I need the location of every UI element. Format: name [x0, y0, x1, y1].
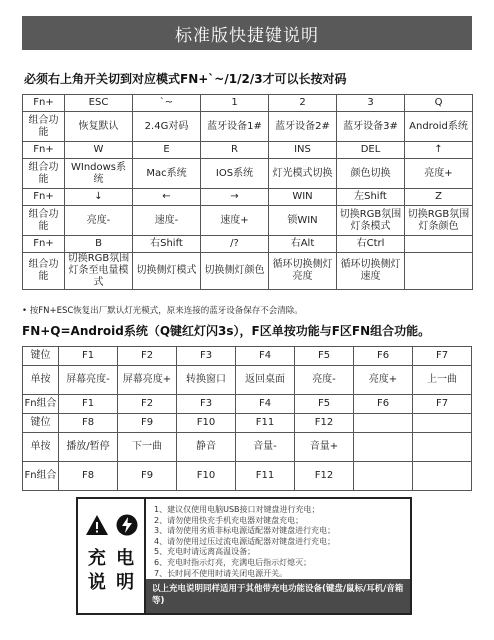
table-cell: /?	[201, 236, 269, 253]
table-cell: 播放/暂停	[59, 433, 118, 462]
table-cell: 屏幕亮度+	[118, 366, 177, 395]
table-cell: F8	[59, 462, 118, 491]
table-cell: F8	[59, 414, 118, 433]
table-cell: ↑	[405, 142, 473, 159]
table-row	[23, 366, 472, 395]
table-cell: B	[65, 236, 133, 253]
row-header-cell: 组合功能	[23, 253, 65, 290]
table-cell: →	[201, 189, 269, 206]
table-cell: `~	[133, 95, 201, 112]
row-header-cell: Fn组合	[23, 395, 59, 414]
charging-instructions	[76, 497, 412, 615]
warning-icon	[85, 513, 109, 537]
shortcut-table	[22, 94, 473, 290]
row-header-cell: 组合功能	[23, 112, 65, 142]
table-cell: WIN	[269, 189, 337, 206]
table-cell: F3	[177, 347, 236, 366]
table-cell: 屏幕亮度-	[59, 366, 118, 395]
table-cell: F2	[118, 347, 177, 366]
table-row	[23, 142, 473, 159]
table-row	[23, 159, 473, 189]
table-cell	[354, 414, 413, 433]
table-cell: F4	[236, 395, 295, 414]
table-cell: F5	[295, 395, 354, 414]
pairing-instruction: 必须右上角开关切到对应模式FN+`~/1/2/3才可以长按对码	[24, 72, 347, 86]
table-row	[23, 414, 472, 433]
table-cell: 音量+	[295, 433, 354, 462]
table-cell: W	[65, 142, 133, 159]
reset-note: • 按FN+ESC恢复出厂默认灯光模式，原来连接的蓝牙设备保存不会清除。	[22, 306, 303, 316]
table-cell: 切换侧灯颜色	[201, 253, 269, 290]
table-cell: F11	[236, 414, 295, 433]
table-cell: ESC	[65, 95, 133, 112]
table-cell: F9	[118, 414, 177, 433]
table-cell: 亮度-	[65, 206, 133, 236]
table-cell: 右Alt	[269, 236, 337, 253]
list-item: 4、请勿使用过压过流电源适配器对键盘进行充电；	[154, 536, 336, 546]
table-cell: F10	[177, 462, 236, 491]
table-cell: Android系统	[405, 112, 473, 142]
table-cell: 静音	[177, 433, 236, 462]
charging-footer: 以上充电说明同样适用于其他带充电功能设备(键盘/鼠标/耳机/音箱等)	[146, 579, 410, 613]
table-cell: 亮度+	[354, 366, 413, 395]
list-item: 2、请勿使用快充手机充电器对键盘充电；	[154, 515, 304, 525]
table-cell: R	[201, 142, 269, 159]
table-cell: Q	[405, 95, 473, 112]
table-cell: F7	[413, 347, 472, 366]
list-item: 3、请勿使用劣质非标电源适配器对键盘进行充电；	[154, 526, 336, 536]
table-cell: 亮度-	[295, 366, 354, 395]
table-cell: ↓	[65, 189, 133, 206]
table-cell: 恢复默认	[65, 112, 133, 142]
table-cell: INS	[269, 142, 337, 159]
table-cell	[405, 253, 473, 290]
table-cell: 灯光模式切换	[269, 159, 337, 189]
row-header-cell: 组合功能	[23, 159, 65, 189]
table-cell: 右Ctrl	[337, 236, 405, 253]
function-key-heading: FN+Q=Android系统（Q键红灯闪3s），F区单按功能与F区FN组合功能。	[22, 324, 431, 338]
row-header-cell: 组合功能	[23, 206, 65, 236]
table-cell: 上一曲	[413, 366, 472, 395]
charging-label-panel	[78, 499, 146, 613]
table-cell: 蓝牙设备3#	[337, 112, 405, 142]
table-cell: WIndows系统	[65, 159, 133, 189]
table-row	[23, 189, 473, 206]
row-header-cell: 单按	[23, 366, 59, 395]
table-cell: F10	[177, 414, 236, 433]
table-cell: F1	[59, 395, 118, 414]
table-cell: Mac系统	[133, 159, 201, 189]
row-header-cell: 单按	[23, 433, 59, 462]
table-cell: F1	[59, 347, 118, 366]
table-cell	[354, 462, 413, 491]
table-cell: 切换RGB氛围灯条至电量模式	[65, 253, 133, 290]
lightning-icon	[115, 513, 139, 537]
table-cell: 锁WIN	[269, 206, 337, 236]
table-cell: F11	[236, 462, 295, 491]
row-header-cell: Fn+	[23, 95, 65, 112]
row-header-cell: Fn组合	[23, 462, 59, 491]
table-cell: 切换侧灯模式	[133, 253, 201, 290]
table-cell: DEL	[337, 142, 405, 159]
table-cell: 转换窗口	[177, 366, 236, 395]
charging-title-line2: 说 明	[87, 572, 137, 593]
table-row	[23, 236, 473, 253]
page-title: 标准版快捷键说明	[22, 16, 472, 50]
table-cell: F12	[295, 462, 354, 491]
table-row	[23, 433, 472, 462]
table-cell: 循环切换侧灯亮度	[269, 253, 337, 290]
table-cell: 切换RGB氛围灯条颜色	[405, 206, 473, 236]
table-cell: F12	[295, 414, 354, 433]
list-item: 7、长时间不使用时请关闭电源开关。	[154, 568, 288, 578]
table-cell: 亮度+	[405, 159, 473, 189]
table-cell: 颜色切换	[337, 159, 405, 189]
table-row	[23, 112, 473, 142]
table-cell: 蓝牙设备1#	[201, 112, 269, 142]
table-cell: Z	[405, 189, 473, 206]
table-cell: 左Shift	[337, 189, 405, 206]
table-cell: F5	[295, 347, 354, 366]
table-cell	[413, 433, 472, 462]
function-key-table	[22, 346, 472, 491]
row-header-cell: 键位	[23, 347, 59, 366]
table-cell: 切换RGB氛围灯条模式	[337, 206, 405, 236]
charging-title-line1: 充 电	[87, 548, 137, 569]
table-cell	[354, 433, 413, 462]
table-cell	[405, 236, 473, 253]
table-cell: 音量-	[236, 433, 295, 462]
row-header-cell: Fn+	[23, 142, 65, 159]
row-header-cell: 键位	[23, 414, 59, 433]
table-row	[23, 206, 473, 236]
table-cell: F3	[177, 395, 236, 414]
list-item: 1、建议仅使用电脑USB接口对键盘进行充电；	[154, 505, 320, 514]
table-cell: 右Shift	[133, 236, 201, 253]
table-cell: ←	[133, 189, 201, 206]
table-cell: F7	[413, 395, 472, 414]
table-cell: 2.4G对码	[133, 112, 201, 142]
table-cell: 下一曲	[118, 433, 177, 462]
table-cell: 2	[269, 95, 337, 112]
table-cell: F6	[354, 347, 413, 366]
table-cell: 速度+	[201, 206, 269, 236]
table-cell: 3	[337, 95, 405, 112]
table-cell: F2	[118, 395, 177, 414]
row-header-cell: Fn+	[23, 189, 65, 206]
row-header-cell: Fn+	[23, 236, 65, 253]
list-item: 5、充电时请远离高温设备；	[154, 547, 256, 557]
table-row	[23, 395, 472, 414]
table-row	[23, 347, 472, 366]
table-cell: 循环切换侧灯速度	[337, 253, 405, 290]
table-cell: F9	[118, 462, 177, 491]
table-cell: E	[133, 142, 201, 159]
table-cell: F4	[236, 347, 295, 366]
list-item: 6、充电时指示灯亮，充满电后指示灯熄灭；	[154, 557, 312, 567]
table-cell: F6	[354, 395, 413, 414]
table-cell	[413, 462, 472, 491]
table-cell	[413, 414, 472, 433]
table-cell: IOS系统	[201, 159, 269, 189]
table-cell: 1	[201, 95, 269, 112]
table-cell: 返回桌面	[236, 366, 295, 395]
table-row	[23, 95, 473, 112]
table-row	[23, 253, 473, 290]
table-cell: 速度-	[133, 206, 201, 236]
table-cell: 蓝牙设备2#	[269, 112, 337, 142]
table-row	[23, 462, 472, 491]
charging-rules-list	[154, 505, 408, 579]
